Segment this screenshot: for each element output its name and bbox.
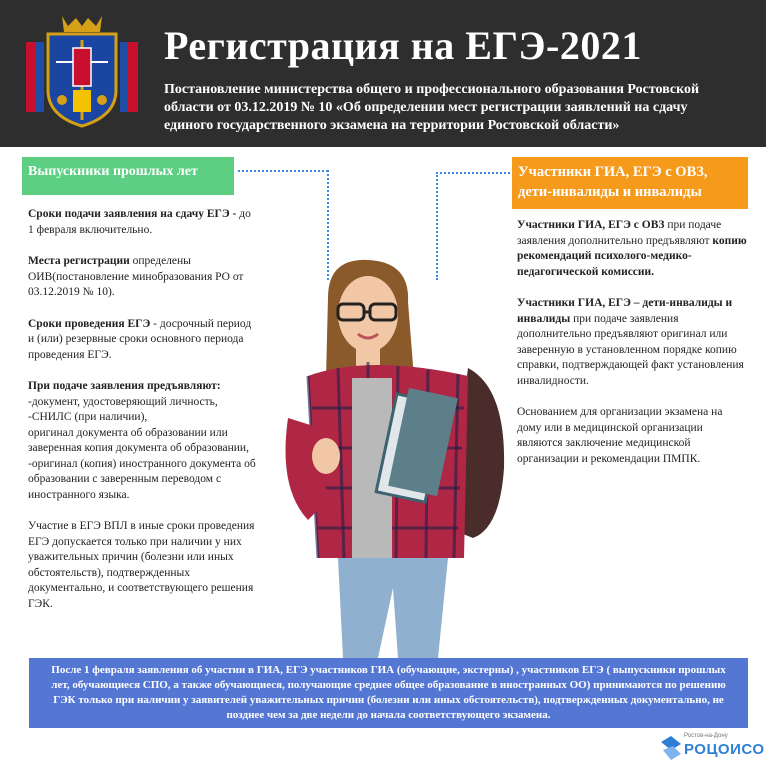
right-column-text [517, 218, 749, 483]
logo-caption: Ростов-на-Дону [684, 733, 728, 739]
dotted-connector [436, 172, 510, 174]
dotted-connector [238, 170, 328, 172]
document-item: -СНИЛС (при наличии), [28, 411, 148, 423]
left-column-text [28, 207, 256, 628]
note-paragraph: Участие в ЕГЭ ВПЛ в иные сроки проведения ЕГЭ допускается только при наличии у них уважительных причин (болезни или иных обстоятельств), подтвержденных документально, и соответствующего решения ГЭК. [28, 520, 255, 610]
periods-paragraph: Сроки проведения ЕГЭ - досрочный период и (или) резервные сроки основного периода проведения ЕГЭ. [28, 317, 252, 361]
document-item: оригинал документа об образовании или заверенная копия документа об образовании, [28, 426, 249, 454]
footer-notice: После 1 февраля заявления об участии в ГИА, ЕГЭ участников ГИА (обучающие, экстерны) , участников ЕГЭ ( выпускники прошлых лет, обучающиеся СПО, а также обучающиеся, получающие среднее общее образование в иностранных ОО) принимаются по решению ГЭК только при наличии у заявителей уважительных причин (болезни или иных обстоятельств), подтвержденных документально, не позднее чем за две недели до начала соответствующего экзамена. [29, 658, 748, 728]
left-section-heading: Выпускники прошлых лет [22, 157, 234, 195]
document-item: -оригинал (копия) иностранного документа об образовании с заверенным переводом с иностранного языка. [28, 457, 256, 501]
header-banner [0, 0, 766, 147]
page-subtitle: Постановление министерства общего и профессионального образования Ростовской области от 03.12.2019 № 10 «Об определении мест регистрации заявлений на сдачу единого государственного экзамена на территории Ростовской области» [164, 82, 700, 133]
deadline-paragraph: Сроки подачи заявления на сдачу ЕГЭ - до 1 февраля включительно. [28, 208, 251, 236]
document-item: -документ, удостоверяющий личность, [28, 395, 218, 408]
home-exam-paragraph: Основанием для организации экзамена на дому или в медицинской организации являются заключение медицинской организации и рекомендации ПМПК. [517, 406, 723, 465]
documents-paragraph: При подаче заявления предъявляют: -документ, удостоверяющий личность, -СНИЛС (при наличии), оригинал документа об образовании или заверенная копия документа об образовании, -оригинал (копия) иностранного документа об образовании с заверенным переводом с иностранного языка. [28, 380, 256, 501]
logo-name: РОЦОИСО [684, 741, 765, 758]
places-paragraph: Места регистрации определены ОИВ(постановление минобразования РО от 03.12.2019 № 10). [28, 255, 244, 298]
coat-of-arms-icon [26, 12, 138, 130]
disabled-paragraph: Участники ГИА, ЕГЭ – дети-инвалиды и инвалиды при подаче заявления дополнительно предъявляют оригинал или заверенную в установленном порядке копию справки, подтверждающей факт установления инвалидности. [517, 297, 744, 387]
student-photo [268, 258, 520, 658]
right-section-heading: Участники ГИА, ЕГЭ с ОВЗ, дети-инвалиды и инвалиды [512, 157, 748, 209]
page-title: Регистрация на ЕГЭ-2021 [164, 23, 642, 68]
ovz-paragraph: Участники ГИА, ЕГЭ с ОВЗ при подаче заявления дополнительно предъявляют копию рекомендаций психолого-медико-педагогической комиссии. [517, 219, 747, 278]
